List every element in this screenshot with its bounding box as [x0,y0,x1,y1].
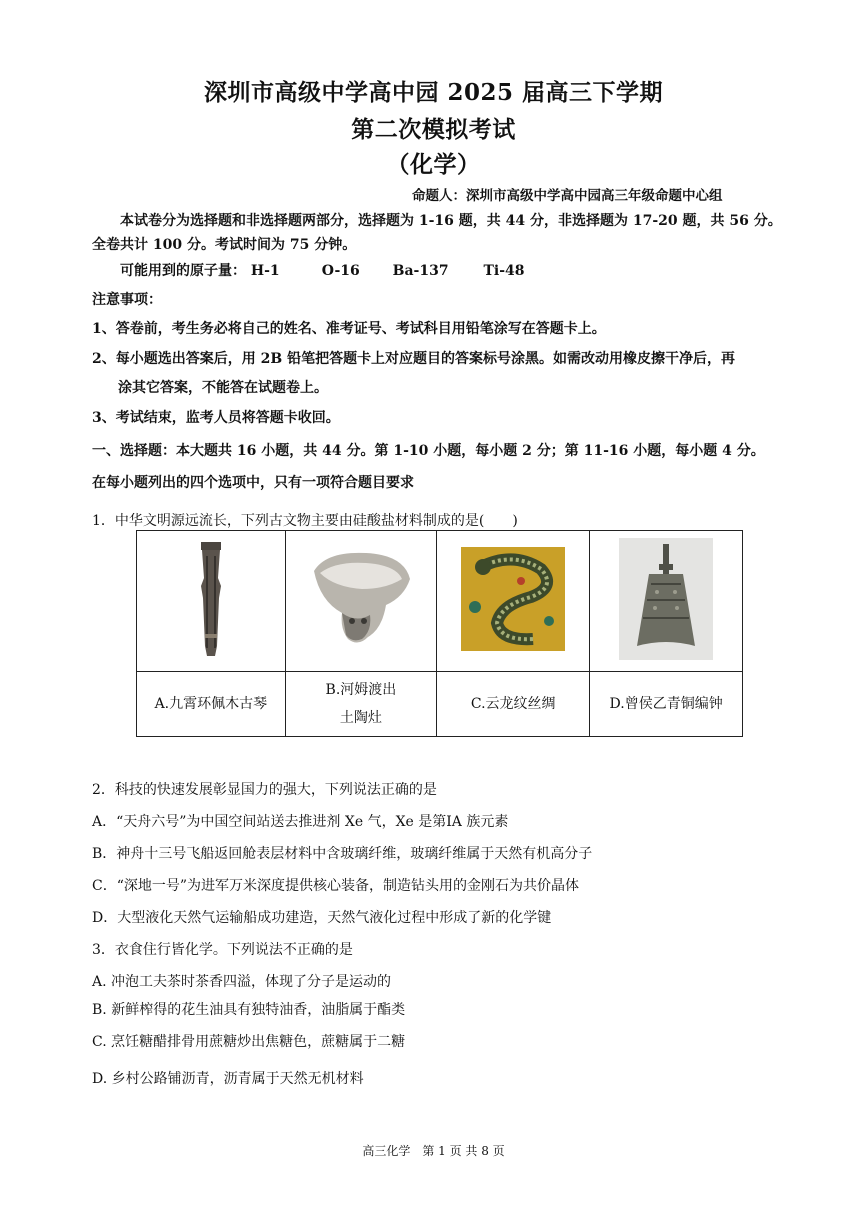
subject-title: （化学） [386,151,481,178]
option-b-label-line2: 土陶灶 [339,710,382,726]
question-2-stem: 2．科技的快速发展彰显国力的强大，下列说法正确的是 [92,782,437,798]
question-3-stem: 3．衣食住行皆化学。下列说法不正确的是 [92,942,353,958]
section-instruction: 在每小题列出的四个选项中，只有一项符合题目要求 [92,475,414,491]
option-a-image-cell [137,531,286,672]
note-item-1: 1、答卷前，考生务必将自己的姓名、准考证号、考试科目用铅笔涂写在答题卡上。 [92,321,606,337]
exam-author: 命题人：深圳市高级中学高中园高三年级命题中心组 [412,188,723,204]
note-item-3: 3、考试结束，监考人员将答题卡收回。 [92,410,340,426]
bronze-bell-image [619,538,713,660]
question-3-option-b: B. 新鲜榨得的花生油具有独特油香，油脂属于酯类 [92,1002,406,1018]
atomic-mass-ti: Ti-48 [483,263,525,279]
question-1-stem: 1．中华文明源远流长，下列古文物主要由硅酸盐材料制成的是( ) [92,513,518,529]
intro-line2: 全卷共计 100 分。考试时间为 75 分钟。 [92,237,357,253]
option-c-image-cell [437,531,590,672]
dragon-silk-image [461,547,565,651]
intro-line1: 本试卷分为选择题和非选择题两部分，选择题为 1-16 题，共 44 分，非选择题为 17-20 题，共 56 分。 [120,213,782,229]
option-c-label: C.云龙纹丝绸 [437,672,590,737]
guqin-image [191,538,231,660]
atomic-mass-o: O-16 [321,263,360,279]
option-d-label: D.曾侯乙青铜编钟 [590,672,743,737]
atomic-mass-row [120,260,525,280]
option-a-label: A.九霄环佩木古琴 [137,672,286,737]
atomic-mass-ba: Ba-137 [392,263,449,279]
pottery-stove-image [306,543,416,655]
section-heading: 一、选择题：本大题共 16 小题，共 44 分。第 1-10 小题，每小题 2 分；第 11-16 小题，每小题 4 分。 [92,443,765,459]
option-d-image-cell [590,531,743,672]
notes-heading: 注意事项： [92,292,162,308]
question-2-option-d: D．大型液化天然气运输船成功建造，天然气液化过程中形成了新的化学键 [92,910,552,926]
question-2-option-a: A．“天舟六号”为中国空间站送去推进剂 Xe 气，Xe 是第ⅠA 族元素 [92,814,509,830]
question-3-option-c: C. 烹饪糖醋排骨用蔗糖炒出焦糖色，蔗糖属于二糖 [92,1034,406,1050]
question-3-option-a: A. 冲泡工夫茶时茶香四溢，体现了分子是运动的 [92,974,392,990]
question-2-option-c: C．“深地一号”为进军万米深度提供核心装备，制造钻头用的金刚石为共价晶体 [92,878,580,894]
page-footer: 高三化学 第 1 页 共 8 页 [362,1144,505,1158]
option-b-label-line1: B.河姆渡出 [325,682,397,698]
note-item-2: 2、每小题选出答案后，用 2B 铅笔把答题卡上对应题目的答案标号涂黑。如需改动用橡皮擦干净后，再 [92,351,736,367]
question-3-option-d: D. 乡村公路铺沥青，沥青属于天然无机材料 [92,1071,364,1087]
question-2-option-b: B．神舟十三号飞船返回舱表层材料中含玻璃纤维，玻璃纤维属于天然有机高分子 [92,846,593,862]
exam-title-line2: 第二次模拟考试 [351,116,516,143]
exam-title-line1: 深圳市高级中学高中园 2025 届高三下学期 [203,79,664,106]
note-item-2-cont: 涂其它答案，不能答在试题卷上。 [118,380,328,396]
atomic-mass-h: H-1 [250,263,280,279]
question-1-options-table [136,530,743,737]
option-b-label [285,672,436,737]
atomic-mass-label: 可能用到的原子量： [120,263,246,279]
option-b-image-cell [285,531,436,672]
